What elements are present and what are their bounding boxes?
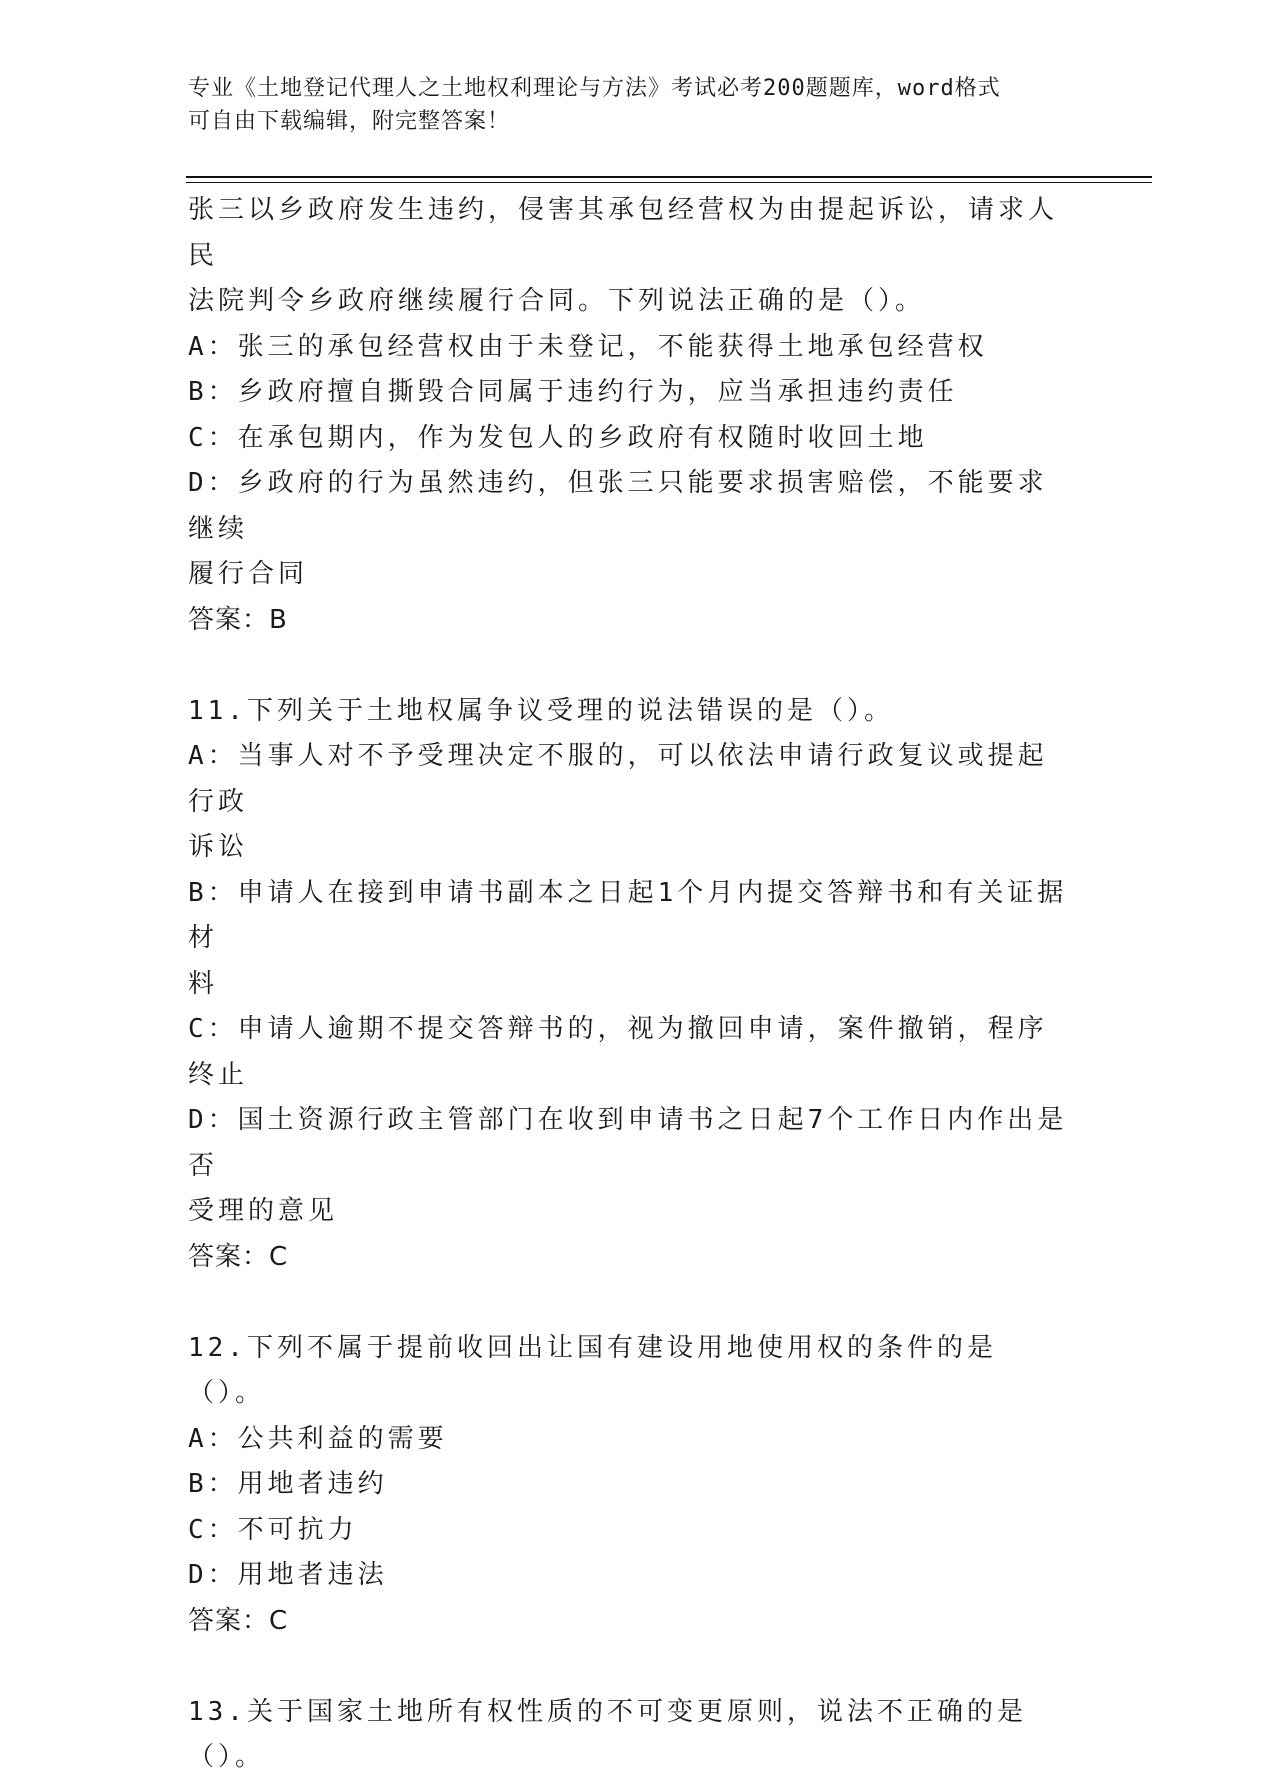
option-d: D：国土资源行政主管部门在收到申请书之日起7个工作日内作出是否	[188, 1105, 1068, 1181]
question-stem: 12.下列不属于提前收回出让国有建设用地使用权的条件的是（）。	[188, 1332, 997, 1408]
option-d: D：乡政府的行为虽然违约，但张三只能要求损害赔偿，不能要求继续	[188, 468, 1048, 544]
question-12	[188, 1326, 1068, 1645]
option-d-continued: 履行合同	[188, 559, 309, 589]
option-b: B：用地者违约	[188, 1469, 388, 1499]
question-10	[188, 188, 1068, 643]
option-a-continued: 诉讼	[188, 832, 249, 862]
spacer	[188, 1644, 1068, 1690]
question-stem: 张三以乡政府发生违约，侵害其承包经营权为由提起诉讼，请求人民	[188, 195, 1059, 271]
header-line-1: 专业《土地登记代理人之土地权利理论与方法》考试必考200题题库，word格式	[188, 76, 1001, 101]
header-divider-thin	[186, 182, 1152, 183]
option-d-continued: 受理的意见	[188, 1196, 339, 1226]
spacer	[188, 643, 1068, 689]
option-d: D：用地者违法	[188, 1560, 388, 1590]
document-header	[188, 72, 1068, 138]
option-c: C：申请人逾期不提交答辩书的，视为撤回申请，案件撤销，程序终止	[188, 1014, 1048, 1090]
header-divider-thick	[186, 176, 1152, 178]
document-body	[188, 188, 1068, 1781]
option-c: C：在承包期内，作为发包人的乡政府有权随时收回土地	[188, 422, 928, 453]
option-b: B：乡政府擅自撕毁合同属于违约行为，应当承担违约责任	[188, 377, 958, 407]
spacer	[188, 1280, 1068, 1326]
option-a: A：公共利益的需要	[188, 1423, 448, 1454]
question-stem: 11.下列关于土地权属争议受理的说法错误的是（）。	[188, 695, 894, 726]
answer: 答案：B	[188, 604, 288, 635]
option-b-continued: 料	[188, 968, 219, 999]
question-11	[188, 689, 1068, 1281]
question-13	[188, 1690, 1068, 1781]
option-a: A：张三的承包经营权由于未登记，不能获得土地承包经营权	[188, 331, 988, 362]
option-c: C：不可抗力	[188, 1514, 358, 1545]
header-line-2: 可自由下载编辑，附完整答案！	[188, 109, 511, 134]
question-stem: 13.关于国家土地所有权性质的不可变更原则，说法不正确的是（）。	[188, 1696, 1027, 1772]
answer: 答案：C	[188, 1605, 289, 1636]
answer: 答案：C	[188, 1241, 289, 1272]
question-stem: 法院判令乡政府继续履行合同。下列说法正确的是（）。	[188, 286, 926, 316]
option-b: B：申请人在接到申请书副本之日起1个月内提交答辩书和有关证据材	[188, 877, 1068, 953]
option-a: A：当事人对不予受理决定不服的，可以依法申请行政复议或提起行政	[188, 741, 1048, 817]
